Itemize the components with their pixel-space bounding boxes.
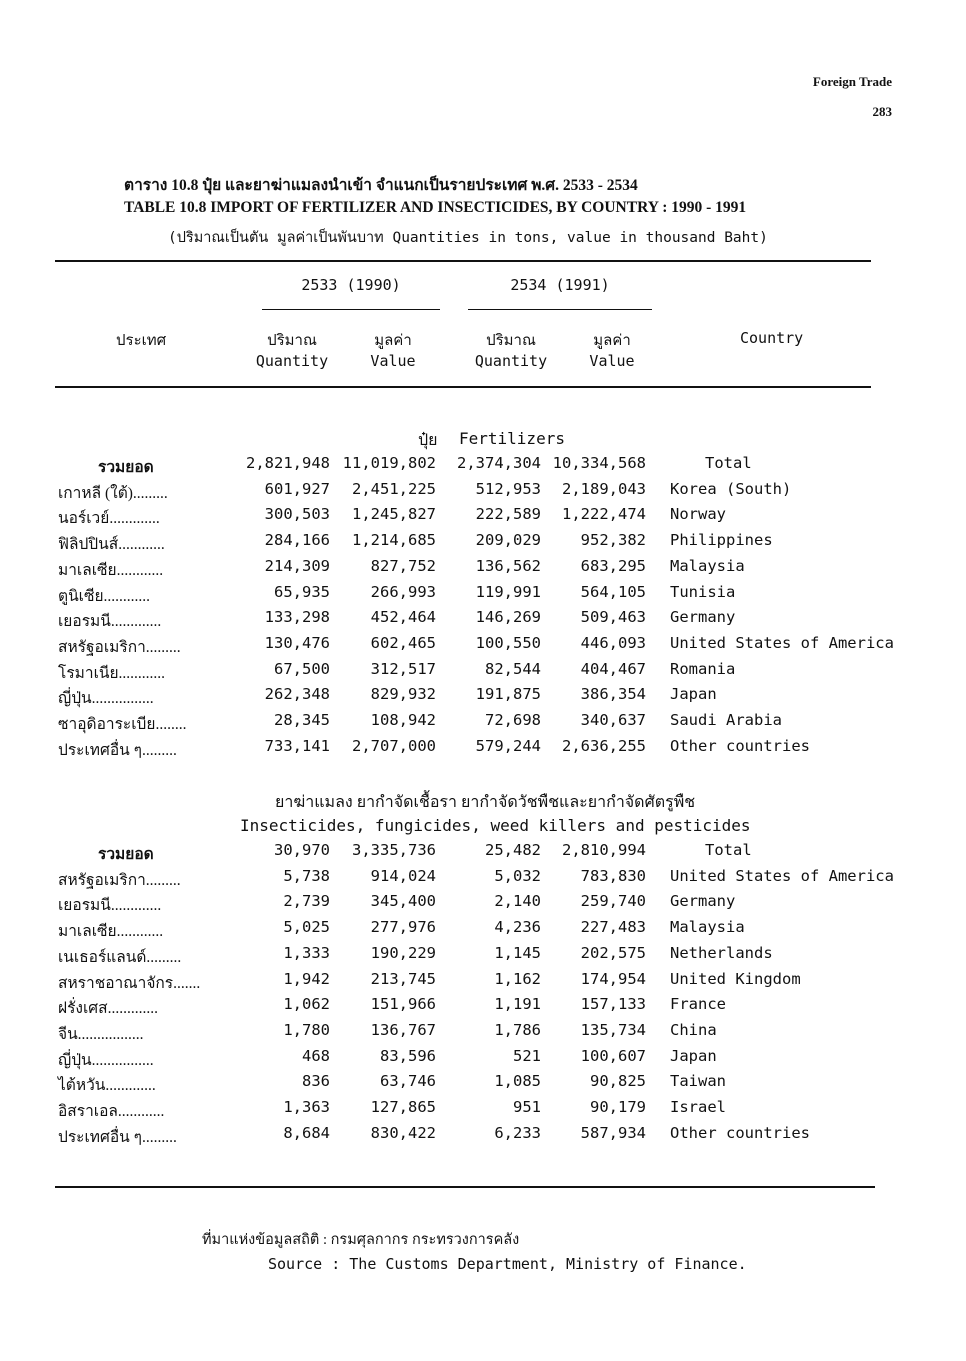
country-thai-cell: โรมาเนีย............ — [58, 664, 166, 682]
value-1991-cell: 1,222,474 — [562, 505, 646, 524]
country-english-cell: Norway — [670, 505, 726, 524]
quantity-1991-cell: 521 — [513, 1046, 541, 1065]
country-english-cell: Tunisia — [670, 582, 736, 601]
value-1990-cell: 127,865 — [370, 1098, 436, 1116]
value-1990-cell: 3,335,736 — [352, 841, 436, 859]
country-english-cell: Other countries — [670, 736, 810, 755]
section-title-fertilizers-english: Fertilizers — [459, 429, 565, 448]
quantity-1991-cell: 1,145 — [494, 943, 541, 962]
section-title-fertilizers-thai: ปุ๋ย — [418, 432, 438, 449]
value-1991-cell: 509,463 — [580, 608, 646, 627]
value-1991-cell: 157,133 — [580, 995, 646, 1014]
country-english-cell: China — [670, 1020, 717, 1039]
quantity-1990-cell: 5,738 — [283, 866, 330, 885]
quantity-1991-cell: 6,233 — [494, 1123, 541, 1142]
quantity-1991-cell: 119,991 — [475, 582, 541, 601]
value-1990-cell: 1,245,827 — [352, 505, 436, 524]
page-number: 283 — [872, 104, 892, 119]
value-1990-cell: 345,400 — [370, 892, 436, 911]
quantity-1991-cell: 2,140 — [494, 892, 541, 911]
quantity-1990-cell: 2,821,948 — [246, 454, 330, 472]
country-thai-cell: จีน................. — [58, 1025, 144, 1043]
country-thai-cell: สหรัฐอเมริกา......... — [58, 638, 181, 656]
source-note-english: Source : The Customs Department, Ministry of Finance. — [268, 1255, 747, 1273]
value-1990-cell: 136,767 — [370, 1020, 436, 1039]
quantity-1991-cell: 2,374,304 — [457, 454, 541, 472]
country-english-cell: Romania — [670, 659, 736, 678]
value-1991-cell: 404,467 — [580, 659, 646, 678]
quantity-1991-cell: 4,236 — [494, 918, 541, 937]
table-row — [0, 892, 966, 918]
column-header-country-thai: ประเทศ — [116, 333, 167, 349]
year-header-1991: 2534 (1991) — [510, 276, 610, 294]
table-row — [0, 557, 966, 583]
quantity-1991-cell: 191,875 — [475, 685, 541, 704]
quantity-1990-cell: 733,141 — [264, 736, 330, 755]
value-1991-cell: 386,354 — [580, 685, 646, 704]
quantity-1991-cell: 100,550 — [475, 633, 541, 652]
value-1991-cell: 446,093 — [580, 633, 646, 652]
quantity-1990-cell: 1,942 — [283, 969, 330, 988]
running-header-section: Foreign Trade — [812, 74, 892, 89]
table-top-rule — [55, 260, 871, 262]
quantity-1990-cell: 133,298 — [264, 608, 330, 627]
value-1990-cell: 830,422 — [370, 1123, 436, 1142]
column-header-qty-en-1990: Quantity — [255, 352, 329, 370]
country-thai-cell: ฝรั่งเศส............. — [58, 1000, 158, 1018]
country-thai-cell: ญี่ปุ่น................ — [58, 1051, 154, 1069]
country-thai-cell: ญี่ปุ่น................ — [58, 690, 154, 708]
column-header-qty-en-1991: Quantity — [474, 352, 548, 370]
table-row — [0, 583, 966, 609]
quantity-1991-cell: 512,953 — [475, 479, 541, 498]
value-1990-cell: 2,451,225 — [352, 479, 436, 498]
quantity-1990-cell: 468 — [302, 1046, 330, 1065]
year-underline-1991 — [468, 309, 652, 310]
country-english-cell: United States of America — [670, 866, 894, 885]
value-1990-cell: 277,976 — [370, 918, 436, 937]
table-row — [0, 685, 966, 711]
quantity-1991-cell: 1,786 — [494, 1020, 541, 1039]
country-thai-cell: รวมยอด — [98, 459, 154, 476]
value-1990-cell: 108,942 — [370, 711, 436, 729]
country-thai-cell: ฟิลิปปินส์............ — [58, 536, 165, 554]
country-thai-cell: ตูนิเซีย............ — [58, 587, 151, 605]
quantity-1990-cell: 1,780 — [283, 1020, 330, 1039]
quantity-1990-cell: 262,348 — [264, 685, 330, 704]
quantity-1990-cell: 30,970 — [274, 841, 330, 859]
country-thai-cell: มาเลเซีย............ — [58, 561, 164, 579]
quantity-1990-cell: 284,166 — [264, 531, 330, 550]
country-english-cell: United Kingdom — [670, 969, 801, 988]
table-row — [0, 737, 966, 763]
table-row — [0, 711, 966, 737]
quantity-1991-cell: 1,191 — [494, 995, 541, 1014]
value-1991-cell: 135,734 — [580, 1020, 646, 1039]
country-english-cell: Philippines — [670, 531, 773, 550]
table-row-total — [0, 841, 966, 867]
quantity-1990-cell: 2,739 — [283, 892, 330, 911]
value-1990-cell: 11,019,802 — [342, 454, 436, 472]
quantity-1991-cell: 209,029 — [475, 531, 541, 550]
quantity-1991-cell: 82,544 — [485, 659, 541, 678]
country-english-cell: Total — [705, 454, 752, 472]
quantity-1990-cell: 5,025 — [283, 918, 330, 937]
table-row — [0, 531, 966, 557]
quantity-1990-cell: 1,363 — [283, 1098, 330, 1116]
value-1991-cell: 90,179 — [590, 1098, 646, 1116]
country-thai-cell: มาเลเซีย............ — [58, 923, 164, 941]
value-1990-cell: 151,966 — [370, 995, 436, 1014]
value-1991-cell: 683,295 — [580, 556, 646, 575]
value-1991-cell: 952,382 — [580, 531, 646, 550]
country-english-cell: Saudi Arabia — [670, 711, 782, 729]
value-1991-cell: 90,825 — [590, 1072, 646, 1091]
value-1991-cell: 2,189,043 — [562, 479, 646, 498]
quantity-1990-cell: 8,684 — [283, 1123, 330, 1142]
table-row — [0, 608, 966, 634]
header-bottom-rule — [55, 386, 871, 388]
country-english-cell: Japan — [670, 1046, 717, 1065]
country-english-cell: Netherlands — [670, 943, 773, 962]
source-note-thai: ที่มาแห่งข้อมูลสถิติ : กรมศุลกากร กระทรวงการคลัง — [202, 1232, 520, 1248]
value-1990-cell: 190,229 — [370, 943, 436, 962]
table-bottom-rule — [55, 1186, 875, 1188]
table-row — [0, 867, 966, 893]
country-english-cell: Malaysia — [670, 556, 745, 575]
country-english-cell: Germany — [670, 608, 736, 627]
value-1991-cell: 783,830 — [580, 866, 646, 885]
value-1990-cell: 83,596 — [380, 1046, 436, 1065]
value-1991-cell: 587,934 — [580, 1123, 646, 1142]
country-thai-cell: สหรัฐอเมริกา......... — [58, 871, 181, 889]
country-english-cell: United States of America — [670, 633, 894, 652]
value-1991-cell: 174,954 — [580, 969, 646, 988]
quantity-1990-cell: 67,500 — [274, 659, 330, 678]
country-thai-cell: เกาหลี (ใต้)......... — [58, 484, 168, 502]
value-1991-cell: 202,575 — [580, 943, 646, 962]
value-1990-cell: 2,707,000 — [352, 736, 436, 755]
country-english-cell: Japan — [670, 685, 717, 704]
country-english-cell: Germany — [670, 892, 736, 911]
table-row — [0, 970, 966, 996]
country-english-cell: Other countries — [670, 1123, 810, 1142]
value-1990-cell: 266,993 — [370, 582, 436, 601]
quantity-1991-cell: 222,589 — [475, 505, 541, 524]
year-header-1990: 2533 (1990) — [301, 276, 401, 294]
column-header-val-thai-1990: มูลค่า — [374, 333, 412, 349]
value-1991-cell: 259,740 — [580, 892, 646, 911]
table-row — [0, 1098, 966, 1124]
table-row — [0, 1021, 966, 1047]
table-row — [0, 1124, 966, 1150]
table-title-thai: ตาราง 10.8 ปุ๋ย และยาฆ่าแมลงนำเข้า จำแนกเป็นรายประเทศ พ.ศ. 2533 - 2534 — [124, 177, 638, 194]
quantity-1991-cell: 579,244 — [475, 736, 541, 755]
section-title-insecticides-english: Insecticides, fungicides, weed killers and pesticides — [240, 816, 751, 835]
country-english-cell: France — [670, 995, 726, 1014]
quantity-1990-cell: 1,062 — [283, 995, 330, 1014]
country-thai-cell: เยอรมนี............. — [58, 613, 162, 631]
country-thai-cell: รวมยอด — [98, 846, 154, 863]
section-title-insecticides-thai: ยาฆ่าแมลง ยากำจัดเชื้อรา ยากำจัดวัชพืชและยากำจัดศัตรูพืช — [275, 794, 696, 811]
country-english-cell: Taiwan — [670, 1072, 726, 1091]
country-thai-cell: นอร์เวย์............. — [58, 510, 160, 528]
value-1991-cell: 227,483 — [580, 918, 646, 937]
table-row — [0, 995, 966, 1021]
table-row — [0, 660, 966, 686]
country-english-cell: Korea (South) — [670, 479, 792, 498]
table-row — [0, 944, 966, 970]
value-1990-cell: 827,752 — [370, 556, 436, 575]
quantity-1991-cell: 146,269 — [475, 608, 541, 627]
table-row — [0, 1047, 966, 1073]
value-1990-cell: 602,465 — [370, 633, 436, 652]
quantity-1990-cell: 601,927 — [264, 479, 330, 498]
quantity-1990-cell: 65,935 — [274, 582, 330, 601]
year-underline-1990 — [262, 309, 440, 310]
quantity-1991-cell: 1,162 — [494, 969, 541, 988]
table-row — [0, 480, 966, 506]
country-thai-cell: ประเทศอื่น ๆ......... — [58, 741, 177, 759]
value-1991-cell: 2,810,994 — [562, 841, 646, 859]
table-row — [0, 918, 966, 944]
quantity-1991-cell: 136,562 — [475, 556, 541, 575]
quantity-1990-cell: 214,309 — [264, 556, 330, 575]
column-header-val-en-1991: Value — [589, 352, 635, 370]
table-row — [0, 1072, 966, 1098]
country-thai-cell: ประเทศอื่น ๆ......... — [58, 1128, 177, 1146]
value-1991-cell: 10,334,568 — [552, 454, 646, 472]
column-header-val-thai-1991: มูลค่า — [593, 333, 631, 349]
quantity-1991-cell: 72,698 — [485, 711, 541, 729]
quantity-1990-cell: 1,333 — [283, 943, 330, 962]
table-row — [0, 505, 966, 531]
country-thai-cell: สหราชอาณาจักร....... — [58, 974, 201, 992]
quantity-1991-cell: 1,085 — [494, 1072, 541, 1091]
column-header-qty-thai-1991: ปริมาณ — [486, 333, 536, 349]
country-english-cell: Israel — [670, 1098, 726, 1116]
quantity-1990-cell: 28,345 — [274, 711, 330, 729]
country-thai-cell: ซาอุดิอาระเบีย........ — [58, 716, 187, 733]
country-thai-cell: เนเธอร์แลนด์......... — [58, 948, 182, 966]
country-thai-cell: อิสราเอล............ — [58, 1103, 165, 1120]
value-1991-cell: 100,607 — [580, 1046, 646, 1065]
quantity-1990-cell: 130,476 — [264, 633, 330, 652]
value-1990-cell: 312,517 — [370, 659, 436, 678]
table-title-english: TABLE 10.8 IMPORT OF FERTILIZER AND INSECTICIDES, BY COUNTRY : 1990 - 1991 — [124, 199, 747, 216]
table-row-total — [0, 454, 966, 480]
value-1990-cell: 829,932 — [370, 685, 436, 704]
value-1991-cell: 340,637 — [580, 711, 646, 729]
quantity-1990-cell: 836 — [302, 1072, 330, 1091]
country-english-cell: Total — [705, 841, 752, 859]
table-units-note: (ปริมาณเป็นตัน มูลค่าเป็นพันบาท Quantities in tons, value in thousand Baht) — [168, 230, 768, 246]
value-1991-cell: 564,105 — [580, 582, 646, 601]
country-thai-cell: ไต้หวัน............. — [58, 1077, 156, 1095]
country-thai-cell: เยอรมนี............. — [58, 897, 162, 915]
value-1990-cell: 213,745 — [370, 969, 436, 988]
value-1990-cell: 1,214,685 — [352, 531, 436, 550]
value-1990-cell: 63,746 — [380, 1072, 436, 1091]
quantity-1990-cell: 300,503 — [264, 505, 330, 524]
column-header-val-en-1990: Value — [370, 352, 416, 370]
column-header-country-english: Country — [740, 329, 804, 347]
value-1990-cell: 452,464 — [370, 608, 436, 627]
quantity-1991-cell: 5,032 — [494, 866, 541, 885]
country-english-cell: Malaysia — [670, 918, 745, 937]
column-header-qty-thai-1990: ปริมาณ — [267, 333, 317, 349]
quantity-1991-cell: 25,482 — [485, 841, 541, 859]
value-1991-cell: 2,636,255 — [562, 736, 646, 755]
table-row — [0, 634, 966, 660]
quantity-1991-cell: 951 — [513, 1098, 541, 1116]
value-1990-cell: 914,024 — [370, 866, 436, 885]
